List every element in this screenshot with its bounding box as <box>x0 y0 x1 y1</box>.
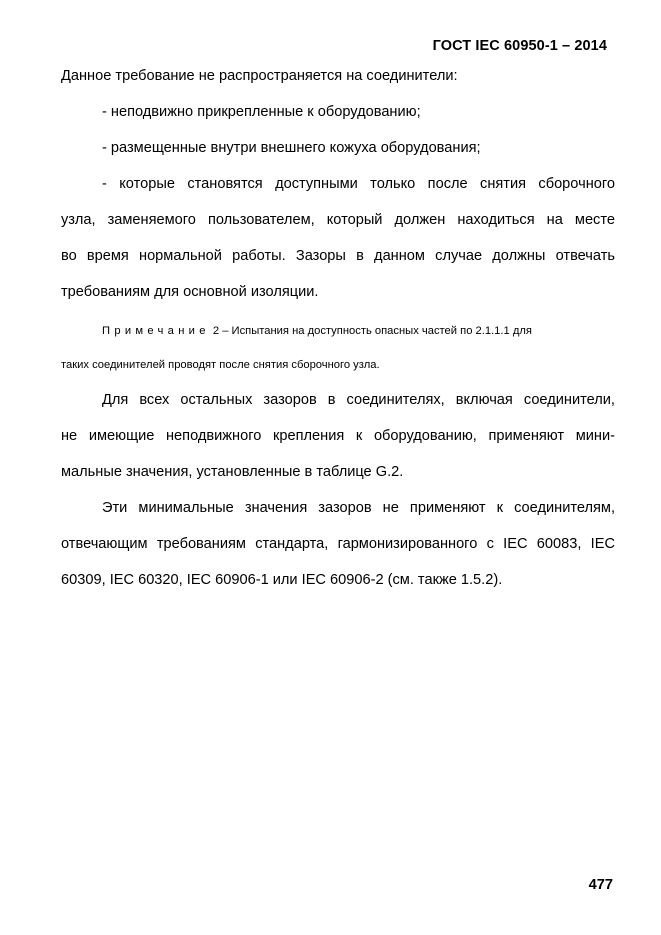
list-item-enclosed: - размещенные внутри внешнего кожуха оборудования; <box>102 140 481 156</box>
paragraph-other-clearances-line-2: не имеющие неподвижного крепления к оборудованию, применяют мини- <box>61 428 615 444</box>
paragraph-other-clearances-line-3: мальные значения, установленные в таблице G.2. <box>61 464 404 480</box>
document-header: ГОСТ IEC 60950-1 – 2014 <box>432 38 607 54</box>
note-text: 2 – Испытания на доступность опасных частей по 2.1.1.1 для <box>209 325 532 337</box>
paragraph-other-clearances-line-1: Для всех остальных зазоров в соединителях, включая соединители, <box>102 392 615 408</box>
paragraph-standards-line-1: Эти минимальные значения зазоров не применяют к соединителям, <box>102 500 615 516</box>
list-item-accessible-line-4: требованиям для основной изоляции. <box>61 284 319 300</box>
intro-paragraph: Данное требование не распространяется на соединители: <box>61 68 458 84</box>
note-label: Примечание <box>102 325 210 337</box>
list-item-accessible-line-3: во время нормальной работы. Зазоры в данном случае должны отвечать <box>61 248 615 264</box>
note-line-2: таких соединителей проводят после снятия сборочного узла. <box>61 359 380 371</box>
list-item-fixed: - неподвижно прикрепленные к оборудованию; <box>102 104 421 120</box>
page-number: 477 <box>588 877 613 893</box>
list-item-accessible-line-2: узла, заменяемого пользователем, который должен находиться на месте <box>61 212 615 228</box>
note-line-1 <box>61 314 615 348</box>
paragraph-standards-line-3: 60309, IEC 60320, IEC 60906-1 или IEC 60906-2 (см. также 1.5.2). <box>61 572 503 588</box>
list-item-accessible-line-1: - которые становятся доступными только после снятия сборочного <box>102 176 615 192</box>
document-body <box>61 58 615 598</box>
paragraph-standards-line-2: отвечающим требованиям стандарта, гармонизированного с IEC 60083, IEC <box>61 536 615 552</box>
